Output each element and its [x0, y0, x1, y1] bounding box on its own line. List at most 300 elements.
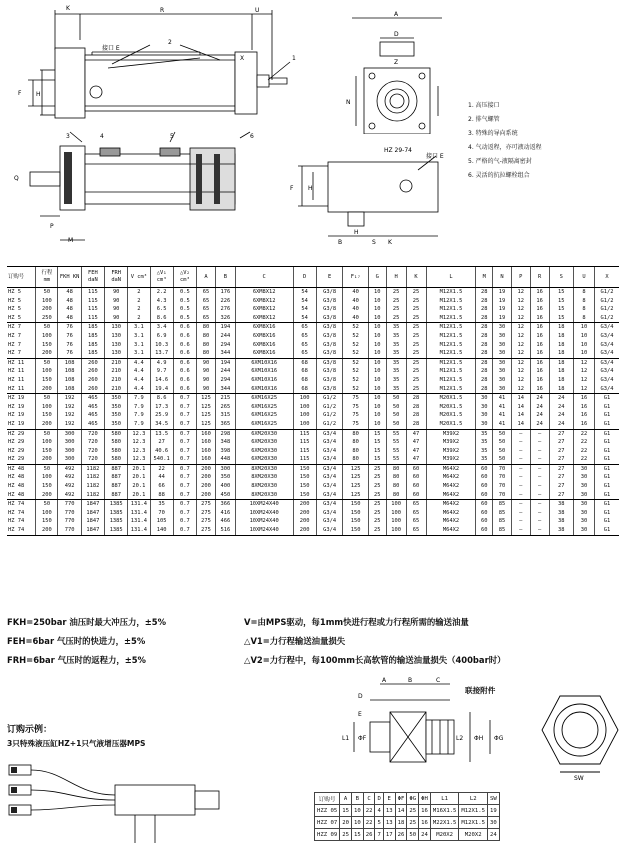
spec-cell: G3/8: [316, 332, 343, 341]
spec-cell: 6XM20X30: [235, 447, 293, 456]
spec-cell: 108: [58, 367, 81, 376]
spec-col-header: 订购号: [7, 267, 36, 288]
order-example-title: 订购示例：: [7, 725, 53, 735]
spec-cell: 8.6: [150, 314, 173, 323]
dim-label-x: X: [240, 55, 245, 62]
spec-cell: 465: [81, 403, 104, 412]
acc-table-header-row: [315, 793, 500, 805]
spec-cell: 6XM10X16: [235, 385, 293, 394]
spec-cell: G1/2: [316, 420, 343, 429]
spec-cell: 0.7: [173, 526, 196, 535]
spec-cell: 28: [476, 332, 493, 341]
spec-cell: 492: [58, 482, 81, 491]
spec-col-header: S: [549, 267, 573, 288]
spec-cell: 13.5: [150, 429, 173, 438]
spec-cell: 70: [150, 509, 173, 518]
spec-col-header: U: [573, 267, 594, 288]
spec-cell: 15: [549, 305, 573, 314]
legend-item: 1. 高压接口: [468, 102, 500, 109]
spec-cell: 65: [293, 332, 316, 341]
fit-dim-l1: L1: [342, 735, 350, 742]
spec-cell: 465: [81, 394, 104, 403]
spec-cell: 50: [493, 429, 512, 438]
spec-cell: 115: [81, 305, 104, 314]
spec-cell: 131.4: [128, 526, 150, 535]
spec-cell: 125: [343, 482, 369, 491]
spec-col-header: K: [406, 267, 426, 288]
spec-cell: 0.7: [173, 509, 196, 518]
spec-cell: 100: [386, 500, 406, 509]
spec-cell: 115: [293, 438, 316, 447]
spec-cell: 465: [81, 420, 104, 429]
spec-cell: M20X1.5: [426, 411, 476, 420]
spec-cell: 4.9: [150, 358, 173, 367]
spec-cell: 10: [368, 376, 386, 385]
spec-cell: 18: [549, 358, 573, 367]
spec-cell: HZ 11: [7, 385, 36, 394]
spec-cell: 60: [476, 517, 493, 526]
spec-cell: G3/8: [316, 323, 343, 332]
spec-cell: 30: [573, 517, 594, 526]
spec-cell: HZ 74: [8, 509, 25, 516]
spec-cell: 10: [368, 323, 386, 332]
spec-cell: 35: [386, 341, 406, 350]
spec-cell: 15: [549, 288, 573, 297]
spec-cell: 25: [406, 323, 426, 332]
spec-cell: HZ 48: [8, 465, 25, 472]
spec-cell: 10XM24X40: [235, 500, 293, 509]
spec-cell: 75: [343, 394, 369, 403]
spec-col-header: FRH daN: [105, 267, 128, 288]
spec-cell: 580: [105, 429, 128, 438]
spec-cell: 0.7: [173, 438, 196, 447]
spec-cell: M64X2: [426, 491, 476, 500]
spec-cell: 1182: [81, 482, 104, 491]
spec-cell: 28: [406, 394, 426, 403]
spec-cell: 35: [476, 447, 493, 456]
spec-cell: 108: [58, 376, 81, 385]
spec-cell: 105: [150, 517, 173, 526]
spec-cell: 2: [128, 297, 150, 306]
spec-cell: 125: [197, 420, 216, 429]
spec-cell: 0.6: [173, 332, 196, 341]
spec-cell: 450: [215, 491, 235, 500]
acc-cell: 24: [488, 829, 500, 841]
right-dim-k: S: [372, 239, 376, 246]
spec-cell: M64X2: [426, 526, 476, 535]
spec-cell: 4.3: [150, 297, 173, 306]
spec-cell: 20.1: [128, 482, 150, 491]
spec-cell: HZ 74: [8, 501, 25, 508]
spec-cell: 580: [105, 438, 128, 447]
spec-cell: 2: [128, 314, 150, 323]
spec-cell: 326: [215, 314, 235, 323]
spec-col-header: C: [235, 267, 293, 288]
spec-cell: 16: [573, 411, 594, 420]
end-dim-n: N: [346, 99, 351, 106]
spec-cell: 25: [368, 500, 386, 509]
spec-cell: 30: [476, 411, 493, 420]
acc-col-header: L2: [459, 793, 488, 805]
spec-cell: 10: [368, 394, 386, 403]
spec-cell: 68: [293, 367, 316, 376]
spec-cell: 16: [530, 314, 549, 323]
spec-cell: 1385: [105, 509, 128, 518]
spec-cell: 54: [293, 305, 316, 314]
spec-cell: 10: [368, 314, 386, 323]
spec-cell: 4.4: [128, 385, 150, 394]
spec-cell: G1: [595, 438, 619, 447]
spec-cell: 30: [573, 509, 594, 518]
spec-cell: 16: [530, 385, 549, 394]
spec-cell: 47: [406, 455, 426, 464]
spec-cell: 115: [81, 314, 104, 323]
spec-cell: HZ 19: [8, 395, 25, 402]
spec-cell: 12: [511, 358, 530, 367]
spec-cell: 75: [343, 411, 369, 420]
spec-cell: 22: [573, 455, 594, 464]
spec-cell: 150: [293, 482, 316, 491]
spec-cell: 75: [343, 420, 369, 429]
spec-cell: 131.4: [128, 517, 150, 526]
spec-cell: 200: [36, 349, 58, 358]
spec-cell: 150: [293, 491, 316, 500]
spec-cell: 0.6: [173, 349, 196, 358]
spec-cell: 8XM20X30: [235, 464, 293, 473]
spec-cell: 215: [215, 394, 235, 403]
spec-cell: 54: [293, 314, 316, 323]
acc-col-header: ΦG: [407, 793, 419, 805]
spec-cell: 35: [386, 323, 406, 332]
note-fkh: FKH=250bar 油压时最大冲压力，±5%: [7, 617, 167, 627]
spec-cell: 15: [368, 455, 386, 464]
spec-cell: 85: [493, 526, 512, 535]
spec-cell: 25: [368, 491, 386, 500]
spec-cell: M39X2: [426, 447, 476, 456]
spec-cell: 150: [293, 464, 316, 473]
spec-cell: 10: [368, 358, 386, 367]
spec-cell: 68: [293, 358, 316, 367]
spec-cell: 55: [386, 455, 406, 464]
acc-cell: 15: [340, 805, 352, 817]
spec-cell: 300: [58, 455, 81, 464]
spec-cell: 8XM20X30: [235, 482, 293, 491]
spec-cell: M64X2: [426, 517, 476, 526]
spec-cell: 130: [105, 341, 128, 350]
acc-cell: 10: [351, 817, 363, 829]
spec-cell: 10XM24X40: [235, 517, 293, 526]
spec-cell: G1: [595, 473, 619, 482]
spec-cell: 40: [343, 305, 369, 314]
spec-cell: 10XM24X40: [235, 509, 293, 518]
spec-cell: 1385: [105, 500, 128, 509]
spec-cell: HZ 7: [7, 349, 36, 358]
spec-cell: G3/4: [595, 385, 619, 394]
spec-table-row: [7, 517, 619, 526]
spec-cell: 41: [493, 420, 512, 429]
spec-cell: G3/4: [316, 517, 343, 526]
spec-cell: 6XM8X12: [235, 305, 293, 314]
section-dim-m: M: [68, 237, 74, 244]
spec-cell: 200: [197, 491, 216, 500]
spec-cell: 25: [368, 464, 386, 473]
acc-cell: 5: [375, 817, 383, 829]
spec-cell: 90: [105, 305, 128, 314]
spec-cell: 12.3: [128, 455, 150, 464]
spec-cell: HZ 5: [8, 289, 21, 295]
port-label-e-2: 接口 E: [426, 153, 444, 160]
spec-table-row: [7, 358, 619, 367]
spec-cell: 12.3: [128, 447, 150, 456]
spec-cell: 400: [215, 482, 235, 491]
spec-cell: G3/8: [316, 314, 343, 323]
spec-cell: 125: [343, 491, 369, 500]
spec-cell: 350: [105, 420, 128, 429]
spec-cell: 34.5: [150, 420, 173, 429]
spec-cell: 16: [573, 420, 594, 429]
spec-cell: 27: [549, 429, 573, 438]
spec-cell: 52: [343, 358, 369, 367]
spec-cell: 19: [493, 297, 512, 306]
acc-cell: 25: [340, 829, 352, 841]
spec-cell: G3/4: [595, 349, 619, 358]
spec-cell: —: [530, 447, 549, 456]
acc-col-header: A: [340, 793, 352, 805]
spec-cell: 125: [197, 394, 216, 403]
spec-cell: 50: [36, 500, 58, 509]
spec-cell: 6XM8X16: [235, 341, 293, 350]
end-dim-d: D: [394, 31, 399, 38]
spec-cell: HZ 5: [8, 297, 21, 304]
spec-cell: 22: [573, 447, 594, 456]
spec-cell: 65: [197, 288, 216, 297]
acc-cell: 17: [383, 829, 395, 841]
spec-cell: 15: [549, 297, 573, 306]
legend-item: 4. 气动返程，亦可液动返程: [468, 144, 542, 151]
spec-cell: 10: [368, 332, 386, 341]
spec-cell: 1182: [81, 473, 104, 482]
spec-cell: 130: [105, 332, 128, 341]
acc-cell: HZZ 09: [315, 829, 340, 841]
spec-cell: 298: [215, 429, 235, 438]
spec-cell: 50: [493, 447, 512, 456]
spec-cell: 12: [511, 288, 530, 297]
spec-cell: 76: [58, 332, 81, 341]
spec-cell: 65: [197, 297, 216, 306]
spec-cell: M39X2: [426, 438, 476, 447]
spec-cell: —: [530, 473, 549, 482]
spec-table-row: [7, 526, 619, 535]
spec-cell: 100: [293, 420, 316, 429]
spec-cell: 24: [549, 420, 573, 429]
spec-cell: HZ 7: [8, 324, 21, 331]
spec-table-row: [7, 411, 619, 420]
spec-cell: 18: [549, 341, 573, 350]
spec-cell: M12X1.5: [426, 323, 476, 332]
spec-cell: —: [511, 473, 530, 482]
spec-cell: 55: [386, 447, 406, 456]
spec-cell: 6XM8X12: [235, 314, 293, 323]
acc-cell: M12X1.5: [459, 817, 488, 829]
spec-cell: 18: [549, 332, 573, 341]
spec-cell: 28: [406, 420, 426, 429]
spec-cell: G1/2: [316, 411, 343, 420]
spec-cell: 13.7: [150, 349, 173, 358]
spec-cell: 12: [511, 305, 530, 314]
spec-cell: 10: [368, 288, 386, 297]
dim-label-k: K: [66, 5, 70, 12]
spec-cell: 27: [549, 491, 573, 500]
spec-cell: —: [530, 517, 549, 526]
spec-cell: 0.7: [173, 420, 196, 429]
spec-cell: 0.5: [173, 288, 196, 297]
spec-cell: 10: [573, 349, 594, 358]
spec-cell: 15: [368, 429, 386, 438]
spec-cell: 200: [293, 509, 316, 518]
spec-table-row: [7, 509, 619, 518]
acc-cell: 24: [419, 829, 431, 841]
fit-dim-b: B: [408, 677, 413, 684]
spec-cell: 720: [81, 455, 104, 464]
spec-cell: 300: [215, 464, 235, 473]
spec-cell: 28: [476, 385, 493, 394]
right-dim-h: H: [308, 185, 313, 192]
spec-cell: 65: [406, 509, 426, 518]
legend-item: 6. 灵活的抗拉螺栓组合: [468, 172, 530, 179]
acc-cell: 22: [363, 805, 375, 817]
spec-cell: 1847: [81, 517, 104, 526]
spec-cell: HZ 19: [8, 412, 25, 419]
spec-cell: 28: [476, 341, 493, 350]
acc-col-header: ΦF: [395, 793, 407, 805]
spec-cell: 85: [493, 500, 512, 509]
spec-cell: 66: [150, 482, 173, 491]
spec-cell: 125: [343, 473, 369, 482]
spec-cell: 80: [386, 491, 406, 500]
spec-cell: —: [511, 464, 530, 473]
spec-cell: 88: [150, 491, 173, 500]
legend-item: 2. 排气螺管: [468, 116, 500, 123]
spec-cell: 8: [573, 314, 594, 323]
spec-cell: 250: [36, 314, 58, 323]
spec-cell: 1847: [81, 509, 104, 518]
spec-cell: 4.4: [128, 376, 150, 385]
spec-cell: 14: [511, 411, 530, 420]
spec-cell: 0.6: [173, 367, 196, 376]
spec-cell: 580: [105, 455, 128, 464]
spec-cell: —: [530, 438, 549, 447]
spec-cell: 8: [573, 305, 594, 314]
spec-cell: 24: [530, 403, 549, 412]
spec-cell: 10: [368, 367, 386, 376]
spec-cell: 0.7: [173, 517, 196, 526]
spec-cell: 50: [386, 420, 406, 429]
spec-cell: 0.7: [173, 482, 196, 491]
spec-cell: 28: [476, 367, 493, 376]
spec-cell: 115: [81, 288, 104, 297]
spec-cell: 100: [386, 517, 406, 526]
spec-cell: HZ 29: [7, 455, 36, 464]
spec-cell: 1847: [81, 500, 104, 509]
spec-cell: 40: [343, 288, 369, 297]
spec-cell: 7.9: [128, 420, 150, 429]
spec-cell: 210: [105, 376, 128, 385]
spec-cell: 65: [197, 305, 216, 314]
spec-cell: HZ 19: [7, 420, 36, 429]
spec-cell: 76: [58, 341, 81, 350]
note-dv2: △V2=力行程中，每100mm长高软管的输送油量损失（400bar时）: [244, 655, 506, 665]
spec-cell: 70: [493, 491, 512, 500]
spec-cell: 17.3: [150, 403, 173, 412]
callout-5: 5: [170, 133, 174, 140]
spec-cell: 200: [197, 482, 216, 491]
spec-cell: 60: [406, 491, 426, 500]
spec-col-header: F₁₇: [343, 267, 369, 288]
spec-cell: 1182: [81, 491, 104, 500]
spec-cell: 3.4: [150, 323, 173, 332]
spec-cell: 540.1: [150, 455, 173, 464]
spec-cell: 27: [549, 455, 573, 464]
spec-cell: 70: [493, 464, 512, 473]
spec-table-row: [7, 314, 619, 323]
spec-cell: 16: [530, 349, 549, 358]
spec-cell: 16: [530, 288, 549, 297]
spec-cell: —: [530, 500, 549, 509]
spec-cell: 130: [105, 349, 128, 358]
spec-cell: 90: [197, 385, 216, 394]
spec-cell: 108: [58, 358, 81, 367]
spec-cell: M12X1.5: [426, 341, 476, 350]
spec-cell: G3/4: [595, 332, 619, 341]
spec-cell: 80: [197, 349, 216, 358]
spec-cell: 28: [476, 358, 493, 367]
spec-cell: 125: [197, 411, 216, 420]
acc-cell: 18: [395, 817, 407, 829]
spec-cell: HZ 48: [7, 491, 36, 500]
acc-cell: 16: [419, 805, 431, 817]
spec-cell: 720: [81, 447, 104, 456]
spec-cell: 200: [36, 305, 58, 314]
note-v: V=由MPS驱动，每1mm快进行程或力行程所需的输送油量: [244, 617, 469, 627]
spec-cell: 10.3: [150, 341, 173, 350]
cylinder-side-view-drawing: [0, 0, 330, 128]
spec-cell: —: [511, 526, 530, 535]
spec-cell: 25: [406, 305, 426, 314]
callout-6: 6: [250, 133, 254, 140]
spec-cell: 38: [549, 509, 573, 518]
acc-cell: 50: [407, 829, 419, 841]
fit-dim-h: ΦH: [474, 735, 484, 742]
spec-cell: 30: [476, 420, 493, 429]
spec-cell: 300: [58, 447, 81, 456]
spec-cell: 22: [150, 464, 173, 473]
spec-cell: 3.1: [128, 323, 150, 332]
spec-table-row: [7, 323, 619, 332]
spec-cell: 770: [58, 500, 81, 509]
spec-cell: G3/4: [316, 491, 343, 500]
acc-col-header: B: [351, 793, 363, 805]
spec-cell: 19: [493, 288, 512, 297]
spec-cell: G3/4: [316, 500, 343, 509]
spec-cell: 41: [493, 411, 512, 420]
spec-cell: 150: [343, 500, 369, 509]
dim-label-r: R: [160, 7, 165, 14]
spec-cell: 6XM20X30: [235, 429, 293, 438]
spec-cell: 90: [197, 376, 216, 385]
spec-cell: G3/4: [316, 464, 343, 473]
spec-cell: 50: [386, 411, 406, 420]
spec-cell: 6XM20X30: [235, 455, 293, 464]
